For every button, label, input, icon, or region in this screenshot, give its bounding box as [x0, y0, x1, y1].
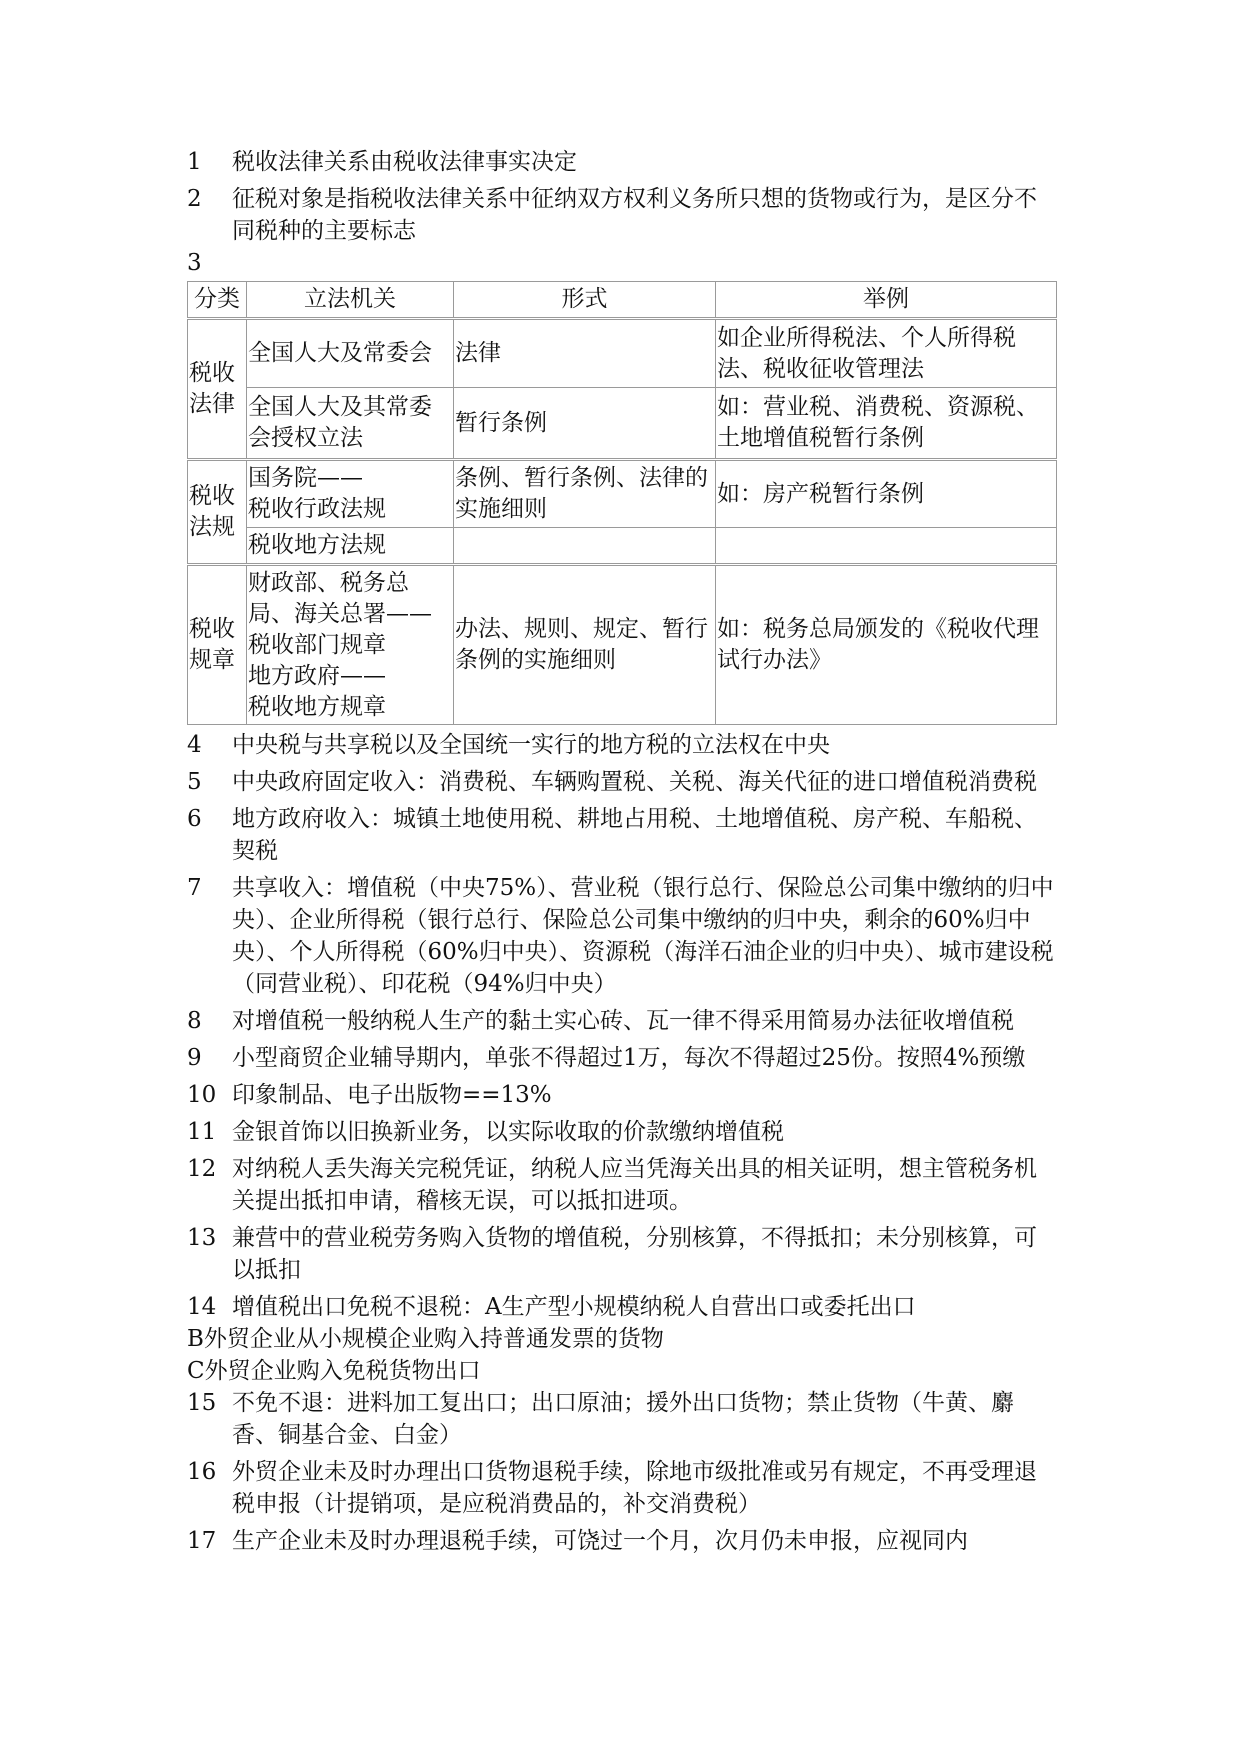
item-number: 13: [187, 1225, 217, 1251]
category-tax-rule: 税收规章: [188, 565, 247, 725]
item-text: 共享收入：增值税（中央75%）、营业税（银行总行、保险总公司集中缴纳的归中央）、企业所得税（银行总行、保险总公司集中缴纳的归中央，剩余的60%归中央）、个人所得税（60%归中央）、资源税（海洋石油企业的归中央）、城市建设税（同营业税）、印花税（94%归中央）: [232, 875, 1054, 997]
item-text: 增值税出口免税不退税：A生产型小规模纳税人自营出口或委托出口: [232, 1294, 916, 1320]
plain-line: C外贸企业购入免税货物出口: [187, 1358, 481, 1384]
organ-line: 税收行政法规: [248, 496, 386, 522]
item-number: 17: [187, 1528, 217, 1554]
item-text: 地方政府收入：城镇土地使用税、耕地占用税、土地增值税、房产税、车船税、契税: [232, 806, 1037, 864]
list-item-6: [187, 803, 1057, 867]
table-header-row: [188, 282, 1057, 319]
cell-example: 如：营业税、消费税、资源税、土地增值税暂行条例: [716, 388, 1057, 460]
header-legislative-body: 立法机关: [247, 282, 454, 319]
cell-example: [716, 528, 1057, 565]
item-number: 16: [187, 1459, 217, 1485]
item-number: 11: [187, 1119, 217, 1145]
header-form: 形式: [454, 282, 716, 319]
item-text: 生产企业未及时办理退税手续，可饶过一个月，次月仍未申报，应视同内: [232, 1528, 968, 1554]
list-item-9: [187, 1042, 1057, 1074]
list-item-16: [187, 1456, 1057, 1520]
organ-line: 税收部门规章: [248, 631, 386, 658]
plain-line: B外贸企业从小规模企业购入持普通发票的货物: [187, 1326, 664, 1352]
item-text: 税收法律关系由税收法律事实决定: [232, 149, 577, 175]
header-example: 举例: [716, 282, 1057, 319]
list-item-14: [187, 1291, 1057, 1323]
table-row: [188, 528, 1057, 565]
tax-law-classification-table: [187, 281, 1057, 725]
item-number: 2: [187, 186, 202, 212]
item-number: 9: [187, 1045, 202, 1071]
list-item-3: 3: [187, 250, 202, 276]
item-text: 中央税与共享税以及全国统一实行的地方税的立法权在中央: [232, 732, 830, 758]
organ-line: 税收地方规章: [248, 693, 386, 720]
table-row: [188, 319, 1057, 388]
cell-organ: 税收地方法规: [247, 528, 454, 565]
list-item-17: [187, 1525, 1057, 1557]
cell-example: 如：税务总局颁发的《税收代理试行办法》: [716, 565, 1057, 725]
item-number: 6: [187, 806, 202, 832]
cell-organ: 全国人大及常委会: [247, 319, 454, 388]
item-text: 外贸企业未及时办理出口货物退税手续，除地市级批准或另有规定，不再受理退税申报（计提销项，是应税消费品的，补交消费税）: [232, 1459, 1037, 1517]
table-row: [188, 565, 1057, 725]
list-item-5: [187, 766, 1057, 798]
organ-line: 地方政府——: [248, 662, 386, 689]
item-text: 对增值税一般纳税人生产的黏土实心砖、瓦一律不得采用简易办法征收增值税: [232, 1008, 1014, 1034]
cell-form: 办法、规则、规定、暂行条例的实施细则: [454, 565, 716, 725]
item-text: 对纳税人丢失海关完税凭证，纳税人应当凭海关出具的相关证明，想主管税务机关提出抵扣申请，稽核无误，可以抵扣进项。: [232, 1156, 1037, 1214]
table-row: [188, 388, 1057, 460]
cell-form: [454, 528, 716, 565]
item-number: 12: [187, 1156, 217, 1182]
document-page: [187, 146, 1057, 1557]
header-category: 分类: [188, 282, 247, 319]
cell-example: 如：房产税暂行条例: [716, 460, 1057, 528]
list-item-8: [187, 1005, 1057, 1037]
list-item-1: [187, 146, 1057, 178]
list-item-7: [187, 872, 1057, 1000]
item-number: 14: [187, 1294, 217, 1320]
item-number: 8: [187, 1008, 202, 1034]
list-item-13: [187, 1222, 1057, 1286]
organ-line: 财政部、税务总局、海关总署——: [248, 569, 432, 627]
item-number: 10: [187, 1082, 217, 1108]
item-number: 15: [187, 1390, 217, 1416]
item-text: 小型商贸企业辅导期内，单张不得超过1万，每次不得超过25份。按照4%预缴: [232, 1045, 1026, 1071]
item-number: 1: [187, 149, 202, 175]
table-row: [188, 460, 1057, 528]
cell-form: 条例、暂行条例、法律的实施细则: [454, 460, 716, 528]
item-text: 中央政府固定收入：消费税、车辆购置税、关税、海关代征的进口增值税消费税: [232, 769, 1037, 795]
category-tax-regulation: 税收法规: [188, 460, 247, 565]
item-text: 不免不退：进料加工复出口；出口原油；援外出口货物；禁止货物（牛黄、麝香、铜基合金、白金）: [232, 1390, 1014, 1448]
cell-organ: 全国人大及其常委会授权立法: [247, 388, 454, 460]
item-number: 4: [187, 732, 202, 758]
cell-organ: [247, 565, 454, 725]
item-text: 印象制品、电子出版物==13%: [232, 1082, 552, 1108]
organ-line: 国务院——: [248, 465, 363, 491]
cell-form: 暂行条例: [454, 388, 716, 460]
list-item-12: [187, 1153, 1057, 1217]
list-item-11: [187, 1116, 1057, 1148]
item-text: 征税对象是指税收法律关系中征纳双方权利义务所只想的货物或行为，是区分不同税种的主要标志: [232, 186, 1037, 244]
list-item-10: [187, 1079, 1057, 1111]
list-item-4: [187, 729, 1057, 761]
cell-form: 法律: [454, 319, 716, 388]
item-text: 兼营中的营业税劳务购入货物的增值税，分别核算，不得抵扣；未分别核算，可以抵扣: [232, 1225, 1037, 1283]
item-number: 7: [187, 875, 202, 901]
item-text: 金银首饰以旧换新业务，以实际收取的价款缴纳增值税: [232, 1119, 784, 1145]
cell-example: 如企业所得税法、个人所得税法、税收征收管理法: [716, 319, 1057, 388]
list-item-2: [187, 183, 1057, 247]
item-number: 5: [187, 769, 202, 795]
list-item-15: [187, 1387, 1057, 1451]
category-tax-law: 税收法律: [188, 319, 247, 460]
cell-organ: [247, 460, 454, 528]
